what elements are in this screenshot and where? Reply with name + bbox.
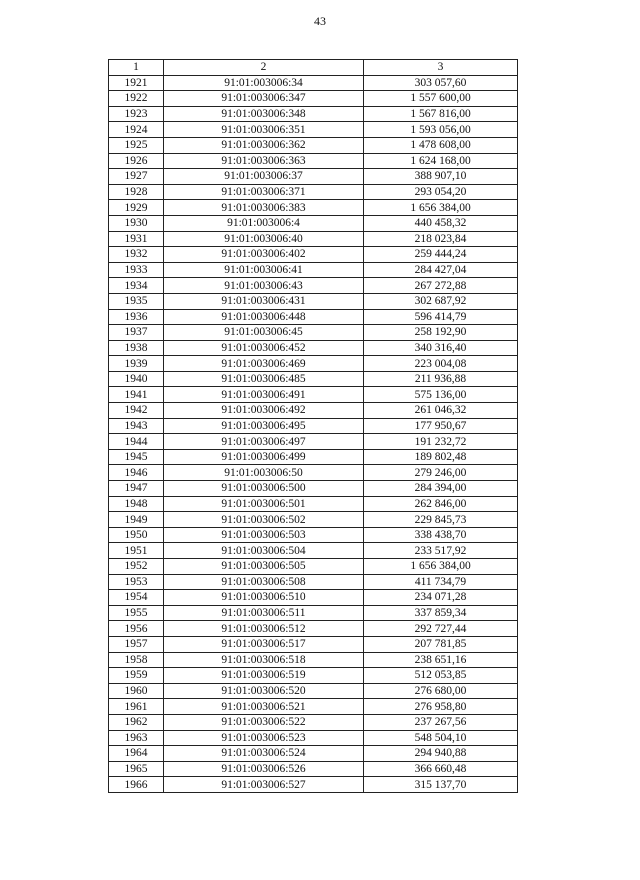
cadastral-number-cell: 91:01:003006:40	[164, 231, 364, 247]
row-number-cell: 1944	[109, 434, 164, 450]
table-row	[109, 387, 518, 403]
cadastral-number-cell: 91:01:003006:522	[164, 714, 364, 730]
row-number-cell: 1953	[109, 574, 164, 590]
table-row	[109, 106, 518, 122]
table-row	[109, 449, 518, 465]
cadastral-number-cell: 91:01:003006:511	[164, 605, 364, 621]
value-cell: 207 781,85	[364, 636, 518, 652]
table-row	[109, 200, 518, 216]
row-number-cell: 1926	[109, 153, 164, 169]
value-cell: 284 427,04	[364, 262, 518, 278]
cadastral-number-cell: 91:01:003006:504	[164, 543, 364, 559]
row-number-cell: 1939	[109, 356, 164, 372]
value-cell: 294 940,88	[364, 746, 518, 762]
table-row	[109, 668, 518, 684]
header-cell-3: 3	[364, 60, 518, 76]
value-cell: 548 504,10	[364, 730, 518, 746]
table-row	[109, 403, 518, 419]
cadastral-number-cell: 91:01:003006:402	[164, 247, 364, 263]
row-number-cell: 1960	[109, 683, 164, 699]
cadastral-number-cell: 91:01:003006:527	[164, 777, 364, 793]
value-cell: 262 846,00	[364, 496, 518, 512]
table-header	[109, 60, 518, 76]
row-number-cell: 1943	[109, 418, 164, 434]
row-number-cell: 1923	[109, 106, 164, 122]
value-cell: 238 651,16	[364, 652, 518, 668]
row-number-cell: 1935	[109, 293, 164, 309]
cadastral-number-cell: 91:01:003006:505	[164, 559, 364, 575]
row-number-cell: 1941	[109, 387, 164, 403]
value-cell: 388 907,10	[364, 169, 518, 185]
cadastral-number-cell: 91:01:003006:41	[164, 262, 364, 278]
cadastral-number-cell: 91:01:003006:50	[164, 465, 364, 481]
table-row	[109, 590, 518, 606]
value-cell: 234 071,28	[364, 590, 518, 606]
value-cell: 302 687,92	[364, 293, 518, 309]
value-cell: 191 232,72	[364, 434, 518, 450]
value-cell: 596 414,79	[364, 309, 518, 325]
cadastral-number-cell: 91:01:003006:523	[164, 730, 364, 746]
value-cell: 411 734,79	[364, 574, 518, 590]
table-row	[109, 746, 518, 762]
row-number-cell: 1948	[109, 496, 164, 512]
value-cell: 1 478 608,00	[364, 137, 518, 153]
cadastral-number-cell: 91:01:003006:452	[164, 340, 364, 356]
cadastral-number-cell: 91:01:003006:526	[164, 761, 364, 777]
row-number-cell: 1951	[109, 543, 164, 559]
table-row	[109, 621, 518, 637]
table-row	[109, 481, 518, 497]
value-cell: 292 727,44	[364, 621, 518, 637]
value-cell: 261 046,32	[364, 403, 518, 419]
row-number-cell: 1949	[109, 512, 164, 528]
table-row	[109, 559, 518, 575]
cadastral-number-cell: 91:01:003006:491	[164, 387, 364, 403]
cadastral-number-cell: 91:01:003006:431	[164, 293, 364, 309]
value-cell: 276 958,80	[364, 699, 518, 715]
value-cell: 1 567 816,00	[364, 106, 518, 122]
value-cell: 1 624 168,00	[364, 153, 518, 169]
value-cell: 366 660,48	[364, 761, 518, 777]
data-table	[108, 59, 518, 793]
table-row	[109, 465, 518, 481]
value-cell: 284 394,00	[364, 481, 518, 497]
row-number-cell: 1954	[109, 590, 164, 606]
value-cell: 512 053,85	[364, 668, 518, 684]
value-cell: 1 593 056,00	[364, 122, 518, 138]
row-number-cell: 1947	[109, 481, 164, 497]
value-cell: 258 192,90	[364, 325, 518, 341]
row-number-cell: 1957	[109, 636, 164, 652]
value-cell: 1 557 600,00	[364, 91, 518, 107]
table-row	[109, 574, 518, 590]
table-row	[109, 652, 518, 668]
value-cell: 1 656 384,00	[364, 559, 518, 575]
row-number-cell: 1930	[109, 215, 164, 231]
row-number-cell: 1956	[109, 621, 164, 637]
cadastral-number-cell: 91:01:003006:362	[164, 137, 364, 153]
table-row	[109, 184, 518, 200]
table-row	[109, 122, 518, 138]
value-cell: 259 444,24	[364, 247, 518, 263]
row-number-cell: 1946	[109, 465, 164, 481]
cadastral-number-cell: 91:01:003006:497	[164, 434, 364, 450]
cadastral-number-cell: 91:01:003006:348	[164, 106, 364, 122]
table-row	[109, 761, 518, 777]
header-row	[109, 60, 518, 76]
cadastral-number-cell: 91:01:003006:502	[164, 512, 364, 528]
table-row	[109, 496, 518, 512]
row-number-cell: 1936	[109, 309, 164, 325]
cadastral-number-cell: 91:01:003006:517	[164, 636, 364, 652]
table-row	[109, 247, 518, 263]
cadastral-number-cell: 91:01:003006:492	[164, 403, 364, 419]
table-row	[109, 278, 518, 294]
value-cell: 340 316,40	[364, 340, 518, 356]
cadastral-number-cell: 91:01:003006:503	[164, 527, 364, 543]
table-row	[109, 309, 518, 325]
value-cell: 177 950,67	[364, 418, 518, 434]
table-row	[109, 169, 518, 185]
row-number-cell: 1942	[109, 403, 164, 419]
cadastral-number-cell: 91:01:003006:521	[164, 699, 364, 715]
value-cell: 293 054,20	[364, 184, 518, 200]
row-number-cell: 1928	[109, 184, 164, 200]
row-number-cell: 1950	[109, 527, 164, 543]
row-number-cell: 1938	[109, 340, 164, 356]
cadastral-number-cell: 91:01:003006:500	[164, 481, 364, 497]
cadastral-number-cell: 91:01:003006:469	[164, 356, 364, 372]
cadastral-number-cell: 91:01:003006:499	[164, 449, 364, 465]
cadastral-number-cell: 91:01:003006:45	[164, 325, 364, 341]
table-row	[109, 512, 518, 528]
value-cell: 1 656 384,00	[364, 200, 518, 216]
cadastral-number-cell: 91:01:003006:4	[164, 215, 364, 231]
row-number-cell: 1952	[109, 559, 164, 575]
value-cell: 233 517,92	[364, 543, 518, 559]
cadastral-number-cell: 91:01:003006:371	[164, 184, 364, 200]
cadastral-number-cell: 91:01:003006:520	[164, 683, 364, 699]
row-number-cell: 1962	[109, 714, 164, 730]
table-row	[109, 605, 518, 621]
row-number-cell: 1921	[109, 75, 164, 91]
cadastral-number-cell: 91:01:003006:512	[164, 621, 364, 637]
header-cell-2: 2	[164, 60, 364, 76]
cadastral-number-cell: 91:01:003006:524	[164, 746, 364, 762]
value-cell: 229 845,73	[364, 512, 518, 528]
table-row	[109, 262, 518, 278]
table-row	[109, 777, 518, 793]
table-row	[109, 543, 518, 559]
row-number-cell: 1929	[109, 200, 164, 216]
page-number: 43	[314, 14, 326, 28]
cadastral-number-cell: 91:01:003006:518	[164, 652, 364, 668]
cadastral-number-cell: 91:01:003006:383	[164, 200, 364, 216]
table-row	[109, 434, 518, 450]
value-cell: 338 438,70	[364, 527, 518, 543]
cadastral-number-cell: 91:01:003006:351	[164, 122, 364, 138]
table-row	[109, 325, 518, 341]
row-number-cell: 1940	[109, 371, 164, 387]
value-cell: 440 458,32	[364, 215, 518, 231]
row-number-cell: 1964	[109, 746, 164, 762]
row-number-cell: 1927	[109, 169, 164, 185]
cadastral-number-cell: 91:01:003006:43	[164, 278, 364, 294]
row-number-cell: 1959	[109, 668, 164, 684]
value-cell: 279 246,00	[364, 465, 518, 481]
table-row	[109, 527, 518, 543]
value-cell: 189 802,48	[364, 449, 518, 465]
table-row	[109, 153, 518, 169]
cadastral-number-cell: 91:01:003006:448	[164, 309, 364, 325]
row-number-cell: 1933	[109, 262, 164, 278]
row-number-cell: 1931	[109, 231, 164, 247]
table-row	[109, 418, 518, 434]
row-number-cell: 1937	[109, 325, 164, 341]
cadastral-number-cell: 91:01:003006:510	[164, 590, 364, 606]
cadastral-number-cell: 91:01:003006:495	[164, 418, 364, 434]
cadastral-number-cell: 91:01:003006:519	[164, 668, 364, 684]
table-row	[109, 730, 518, 746]
row-number-cell: 1958	[109, 652, 164, 668]
row-number-cell: 1932	[109, 247, 164, 263]
row-number-cell: 1963	[109, 730, 164, 746]
table-row	[109, 75, 518, 91]
row-number-cell: 1965	[109, 761, 164, 777]
cadastral-number-cell: 91:01:003006:363	[164, 153, 364, 169]
header-cell-1: 1	[109, 60, 164, 76]
table-row	[109, 231, 518, 247]
table-row	[109, 356, 518, 372]
table-row	[109, 699, 518, 715]
table-row	[109, 683, 518, 699]
value-cell: 315 137,70	[364, 777, 518, 793]
table-body	[109, 75, 518, 792]
table-row	[109, 371, 518, 387]
table-row	[109, 293, 518, 309]
table-row	[109, 215, 518, 231]
value-cell: 337 859,34	[364, 605, 518, 621]
row-number-cell: 1922	[109, 91, 164, 107]
value-cell: 223 004,08	[364, 356, 518, 372]
value-cell: 237 267,56	[364, 714, 518, 730]
value-cell: 267 272,88	[364, 278, 518, 294]
value-cell: 211 936,88	[364, 371, 518, 387]
row-number-cell: 1925	[109, 137, 164, 153]
cadastral-number-cell: 91:01:003006:37	[164, 169, 364, 185]
row-number-cell: 1924	[109, 122, 164, 138]
value-cell: 575 136,00	[364, 387, 518, 403]
cadastral-number-cell: 91:01:003006:34	[164, 75, 364, 91]
table-row	[109, 137, 518, 153]
cadastral-number-cell: 91:01:003006:347	[164, 91, 364, 107]
row-number-cell: 1961	[109, 699, 164, 715]
cadastral-number-cell: 91:01:003006:508	[164, 574, 364, 590]
value-cell: 218 023,84	[364, 231, 518, 247]
row-number-cell: 1945	[109, 449, 164, 465]
row-number-cell: 1934	[109, 278, 164, 294]
row-number-cell: 1955	[109, 605, 164, 621]
table-row	[109, 636, 518, 652]
table-row	[109, 714, 518, 730]
table-row	[109, 91, 518, 107]
table-row	[109, 340, 518, 356]
row-number-cell: 1966	[109, 777, 164, 793]
cadastral-number-cell: 91:01:003006:485	[164, 371, 364, 387]
cadastral-number-cell: 91:01:003006:501	[164, 496, 364, 512]
value-cell: 276 680,00	[364, 683, 518, 699]
value-cell: 303 057,60	[364, 75, 518, 91]
